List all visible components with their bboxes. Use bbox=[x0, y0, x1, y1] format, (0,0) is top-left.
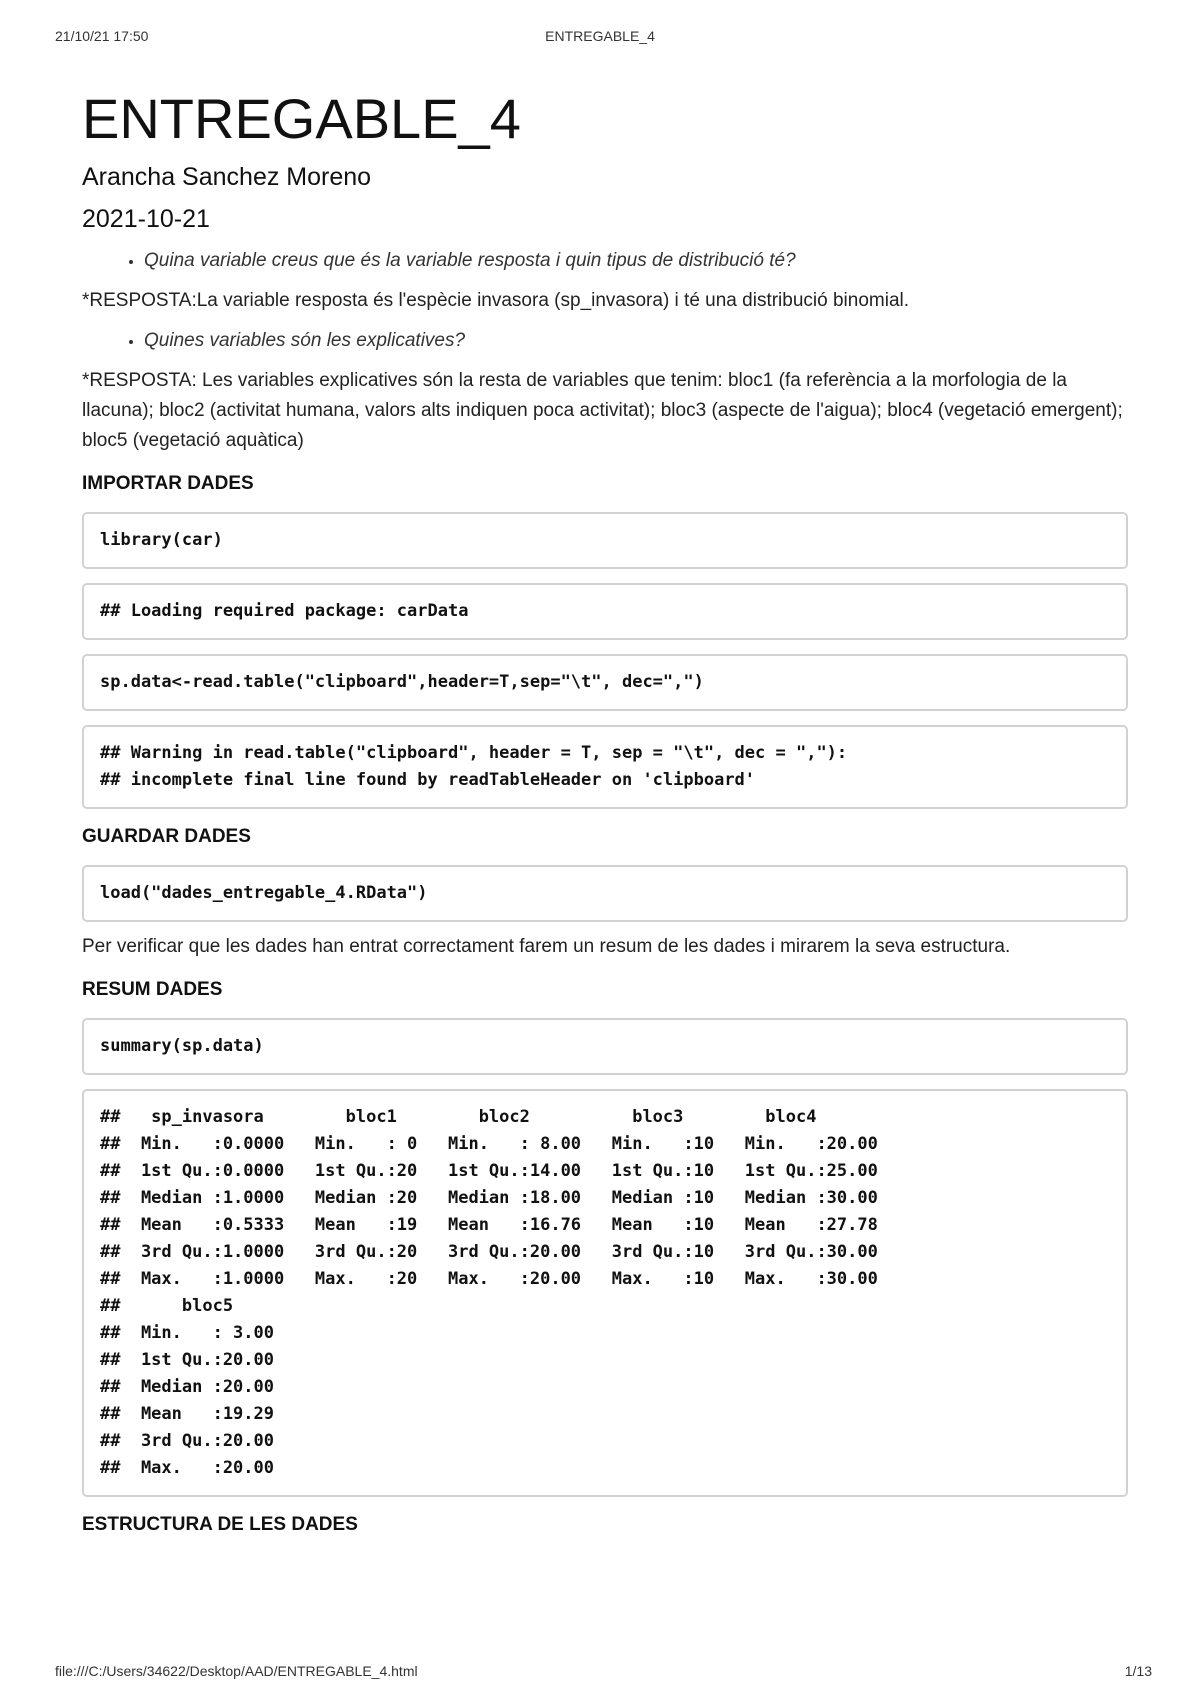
question-response-variable: • Quina variable creus que és la variable resposta i quin tipus de distribució té? bbox=[144, 246, 1128, 276]
code-block-summary: summary(sp.data) bbox=[82, 1018, 1128, 1075]
print-url: file:///C:/Users/34622/Desktop/AAD/ENTREGABLE_4.html bbox=[55, 1663, 418, 1679]
print-datetime: 21/10/21 17:50 bbox=[55, 28, 149, 44]
author: Arancha Sanchez Moreno bbox=[82, 163, 372, 191]
code-block-read-table: sp.data<-read.table("clipboard",header=T,sep="\t", dec=",") bbox=[82, 654, 1128, 711]
question-list bbox=[82, 326, 1128, 356]
code-block-load: load("dades_entregable_4.RData") bbox=[82, 865, 1128, 922]
print-header bbox=[0, 28, 1200, 48]
answer-explanatory-variables: *RESPOSTA: Les variables explicatives són la resta de variables que tenim: bloc1 (fa referència a la morfologia de la llacuna); bloc2 (activitat humana, valors alts indiquen poca activitat); bloc3 (aspecte de l'aigua); bloc4 (vegetació emergent); bloc5 (vegetació aquàtica) bbox=[82, 370, 1123, 451]
print-doc-title: ENTREGABLE_4 bbox=[545, 28, 655, 44]
page-title: ENTREGABLE_4 bbox=[82, 87, 521, 150]
answer-response-variable: *RESPOSTA:La variable resposta és l'espècie invasora (sp_invasora) i té una distribució binomial. bbox=[82, 290, 910, 311]
code-block-library: library(car) bbox=[82, 512, 1128, 569]
section-heading-import: IMPORTAR DADES bbox=[82, 473, 254, 494]
question-list bbox=[82, 246, 1128, 276]
section-heading-summary: RESUM DADES bbox=[82, 979, 223, 1000]
output-block-summary: ## sp_invasora bloc1 bloc2 bloc3 bloc4 ## Min. :0.0000 Min. : 0 Min. : 8.00 Min. :10 Min. :20.00 ## 1st Qu.:0.0000 1st Qu.:20 1st Qu.:14.00 1st Qu.:10 1st Qu.:25.00 ## Median :1.0000 Median :20 Median :18.00 Median :10 Median :30.00 ## Mean :0.5333 Mean :19 Mean :16.76 Mean :10 Mean :27.78 ## 3rd Qu.:1.0000 3rd Qu.:20 3rd Qu.:20.00 3rd Qu.:10 3rd Qu.:30.00 ## Max. :1.0000 Max. :20 Max. :20.00 Max. :10 Max. :30.00 ## bloc5 ## Min. : 3.00 ## 1st Qu.:20.00 ## Median :20.00 ## Mean :19.29 ## 3rd Qu.:20.00 ## Max. :20.00 bbox=[82, 1089, 1128, 1497]
page-number: 1/13 bbox=[1124, 1663, 1152, 1679]
section-heading-save: GUARDAR DADES bbox=[82, 826, 251, 847]
document-date: 2021-10-21 bbox=[82, 205, 210, 233]
document-content bbox=[82, 84, 1128, 1539]
question-explanatory-variables: • Quines variables són les explicatives? bbox=[144, 326, 1128, 356]
paragraph-verify: Per verificar que les dades han entrat correctament farem un resum de les dades i mirarem la seva estructura. bbox=[82, 936, 1011, 957]
print-footer bbox=[0, 1663, 1200, 1683]
output-block-loading: ## Loading required package: carData bbox=[82, 583, 1128, 640]
output-block-warning: ## Warning in read.table("clipboard", header = T, sep = "\t", dec = ","): ## incomplete final line found by readTableHeader on 'clipboard' bbox=[82, 725, 1128, 809]
section-heading-structure: ESTRUCTURA DE LES DADES bbox=[82, 1514, 358, 1535]
